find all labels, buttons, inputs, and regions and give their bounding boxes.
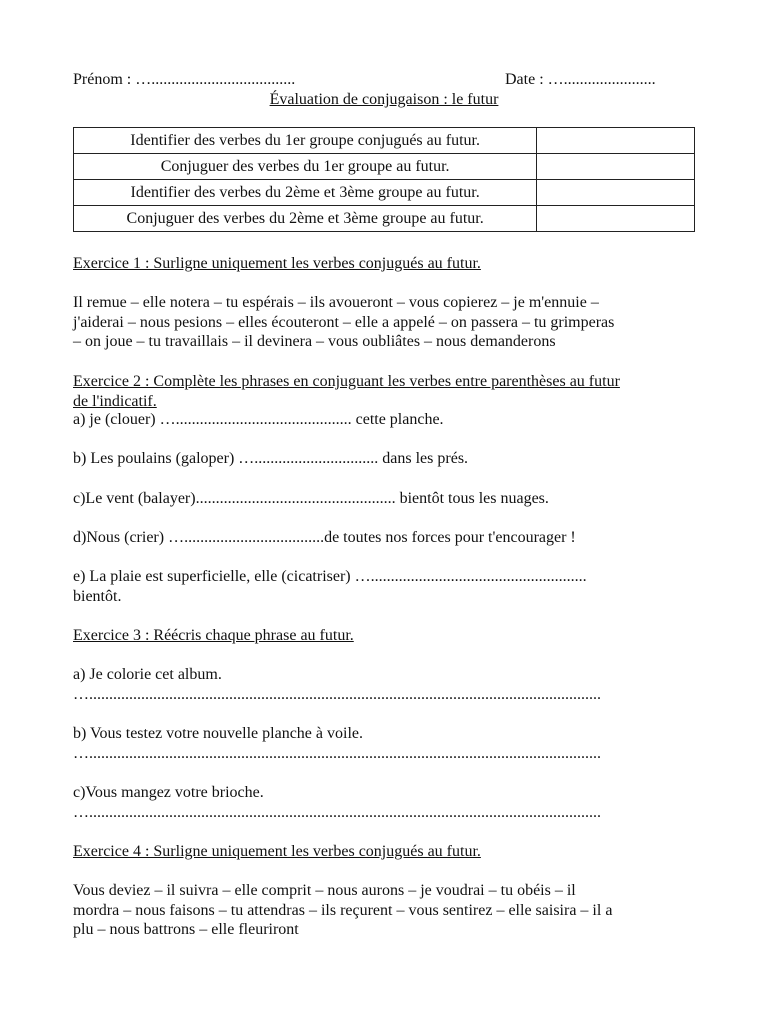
page-title: Évaluation de conjugaison : le futur <box>269 91 499 108</box>
exercise-2-title-line: de l'indicatif. <box>73 392 157 410</box>
skills-table <box>73 127 695 232</box>
verb-list-line: Il remue – elle notera – tu espérais – ils avoueront – vous copierez – je m'ennuie – <box>73 294 599 311</box>
table-row <box>74 128 695 154</box>
exercise-2-item-c: c)Le vent (balayer).................................................. bientôt tous les nuages. <box>73 490 549 507</box>
exercise-3-item-b: b) Vous testez votre nouvelle planche à voile. <box>73 725 363 742</box>
exercise-2-item-a: a) je (clouer) …............................................ cette planche. <box>73 411 444 428</box>
exercise-3-item-c: c)Vous mangez votre brioche. <box>73 784 264 801</box>
verb-list-line: – on joue – tu travaillais – il devinera – vous oubliâtes – nous demanderons <box>73 333 556 350</box>
table-row <box>74 180 695 206</box>
verb-list-line: plu – nous battrons – elle fleuriront <box>73 921 299 938</box>
skill-label: Identifier des verbes du 2ème et 3ème groupe au futur. <box>74 180 537 206</box>
exercise-4-title: Exercice 4 : Surligne uniquement les verbes conjugués au futur. <box>73 843 481 860</box>
exercise-2-item-e-line: bientôt. <box>73 587 122 605</box>
skill-label: Conjuguer des verbes du 2ème et 3ème groupe au futur. <box>74 206 537 232</box>
table-row <box>74 206 695 232</box>
skill-label: Conjuguer des verbes du 1er groupe au futur. <box>74 154 537 180</box>
answer-line: …................................................................................................................................ <box>73 745 601 762</box>
skill-score-cell <box>537 206 695 232</box>
exercise-2-item-d: d)Nous (crier) …...................................de toutes nos forces pour t'encourager ! <box>73 529 576 546</box>
exercise-2-title <box>73 372 698 411</box>
skill-score-cell <box>537 180 695 206</box>
exercise-3-title: Exercice 3 : Réécris chaque phrase au futur. <box>73 627 354 644</box>
date-field: Date : …....................... <box>505 71 656 88</box>
exercise-1-verb-list <box>73 293 698 352</box>
exercise-2-item-e-line: e) La plaie est superficielle, elle (cicatriser) …...................................................... <box>73 568 587 585</box>
exercise-4-verb-list <box>73 881 698 940</box>
skill-score-cell <box>537 154 695 180</box>
skill-score-cell <box>537 128 695 154</box>
verb-list-line: Vous deviez – il suivra – elle comprit – nous aurons – je voudrai – tu obéis – il <box>73 882 576 899</box>
exercise-2-item-b: b) Les poulains (galoper) …............................... dans les prés. <box>73 450 469 467</box>
exercise-2-item-e <box>73 567 698 606</box>
exercise-1-title: Exercice 1 : Surligne uniquement les verbes conjugués au futur. <box>73 255 481 272</box>
exercise-3-item-a: a) Je colorie cet album. <box>73 666 222 683</box>
answer-line: …................................................................................................................................ <box>73 686 601 703</box>
skill-label: Identifier des verbes du 1er groupe conjugués au futur. <box>74 128 537 154</box>
table-row <box>74 154 695 180</box>
exercise-2-title-line: Exercice 2 : Complète les phrases en conjuguant les verbes entre parenthèses au futur <box>73 373 620 390</box>
prenom-field: Prénom : ….................................... <box>73 71 296 88</box>
verb-list-line: mordra – nous faisons – tu attendras – ils reçurent – vous sentirez – elle saisira – il a <box>73 901 613 919</box>
verb-list-line: j'aiderai – nous pesions – elles écouteront – elle a appelé – on passera – tu grimperas <box>73 313 615 331</box>
answer-line: …................................................................................................................................ <box>73 804 601 821</box>
